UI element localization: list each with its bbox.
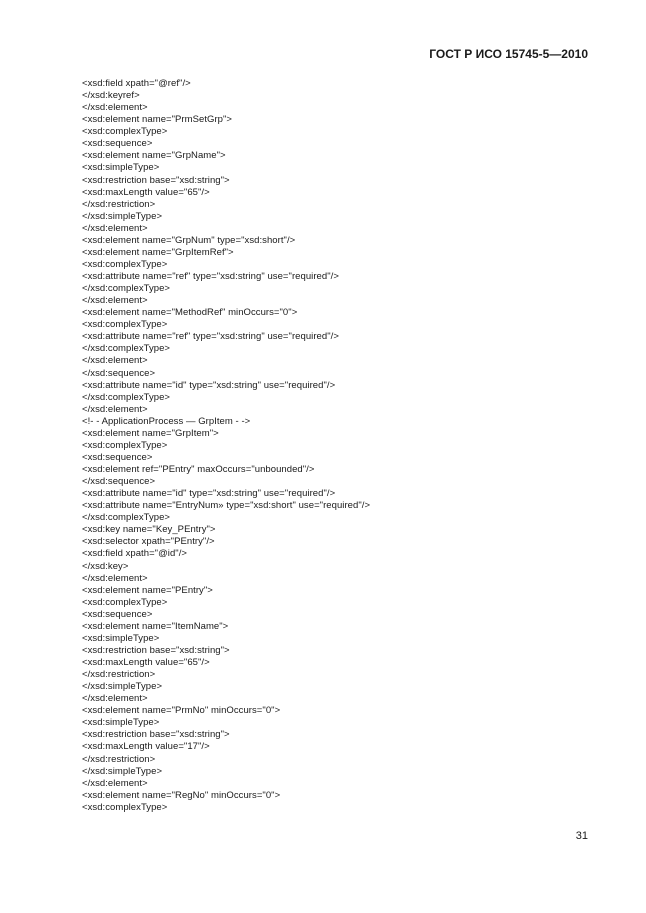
code-line: <xsd:restriction base="xsd:string"> bbox=[82, 644, 230, 656]
code-line: <xsd:simpleType> bbox=[82, 717, 160, 729]
code-line: <xsd:attribute name="id" type="xsd:string" use="required"/> bbox=[82, 379, 336, 391]
code-line: <xsd:field xpath="@id"/> bbox=[82, 548, 187, 560]
code-line: </xsd:complexType> bbox=[82, 343, 171, 355]
code-line: <xsd:key name="Key_PEntry"> bbox=[82, 524, 216, 536]
code-line: </xsd:restriction> bbox=[82, 198, 156, 210]
code-line: <xsd:sequence> bbox=[82, 138, 153, 150]
code-line: </xsd:restriction> bbox=[82, 669, 156, 681]
code-line: <xsd:element name="RegNo" minOccurs="0"> bbox=[82, 789, 281, 801]
code-line: <xsd:complexType> bbox=[82, 801, 168, 813]
code-line: </xsd:element> bbox=[82, 403, 148, 415]
code-line: <xsd:element name="ItemName"> bbox=[82, 620, 229, 632]
code-line: <xsd:selector xpath="PEntry"/> bbox=[82, 536, 215, 548]
code-line: <xsd:complexType> bbox=[82, 439, 168, 451]
code-line: </xsd:complexType> bbox=[82, 512, 171, 524]
code-line: <xsd:element name="GrpItemRef"> bbox=[82, 246, 234, 258]
code-line: <xsd:field xpath="@ref"/> bbox=[82, 78, 191, 89]
code-line: <xsd:maxLength value="17"/> bbox=[82, 741, 210, 753]
xml-schema-listing bbox=[82, 78, 370, 814]
code-line: </xsd:simpleType> bbox=[82, 765, 163, 777]
code-line: </xsd:restriction> bbox=[82, 753, 156, 765]
code-line: <xsd:sequence> bbox=[82, 451, 153, 463]
code-line: <xsd:restriction base="xsd:string"> bbox=[82, 174, 230, 186]
code-line: </xsd:key> bbox=[82, 560, 129, 572]
code-line: <xsd:element name="PEntry"> bbox=[82, 584, 213, 596]
code-line: <xsd:element name="GrpName"> bbox=[82, 150, 226, 162]
code-line: </xsd:complexType> bbox=[82, 391, 171, 403]
code-line: <xsd:element name="PrmNo" minOccurs="0"> bbox=[82, 705, 281, 717]
code-line: <xsd:simpleType> bbox=[82, 632, 160, 644]
code-line: <xsd:maxLength value="65"/> bbox=[82, 186, 210, 198]
code-line: <xsd:restriction base="xsd:string"> bbox=[82, 729, 230, 741]
page-number: 31 bbox=[575, 830, 588, 842]
code-line: </xsd:keyref> bbox=[82, 90, 140, 102]
code-line: <xsd:element name="GrpNum" type="xsd:short"/> bbox=[82, 234, 296, 246]
standard-header: ГОСТ Р ИСО 15745-5—2010 bbox=[429, 47, 588, 61]
code-line: <xsd:element ref="PEntry" maxOccurs="unbounded"/> bbox=[82, 464, 315, 475]
code-line: <xsd:complexType> bbox=[82, 596, 168, 608]
code-line: <xsd:attribute name="id" type="xsd:string" use="required"/> bbox=[82, 488, 336, 500]
code-line: <xsd:attribute name="ref" type="xsd:string" use="required"/> bbox=[82, 331, 339, 343]
code-line: </xsd:element> bbox=[82, 355, 148, 367]
code-line: <xsd:complexType> bbox=[82, 258, 168, 270]
code-line: <xsd:simpleType> bbox=[82, 162, 160, 174]
code-line: </xsd:element> bbox=[82, 222, 148, 234]
code-line: <xsd:element name="PrmSetGrp"> bbox=[82, 114, 233, 126]
code-line: </xsd:simpleType> bbox=[82, 681, 163, 693]
code-line: </xsd:element> bbox=[82, 693, 148, 705]
code-line: </xsd:simpleType> bbox=[82, 210, 163, 222]
code-line: <xsd:complexType> bbox=[82, 319, 168, 331]
code-line: <xsd:element name="GrpItem"> bbox=[82, 427, 219, 439]
code-line: <!- - ApplicationProcess — GrpItem - -> bbox=[82, 415, 251, 427]
code-line: <xsd:attribute name="EntryNum» type="xsd:short" use="required"/> bbox=[82, 500, 371, 512]
code-line: </xsd:element> bbox=[82, 777, 148, 789]
code-line: <xsd:element name="MethodRef" minOccurs="0"> bbox=[82, 307, 298, 319]
code-line: </xsd:sequence> bbox=[82, 367, 156, 379]
code-line: </xsd:sequence> bbox=[82, 476, 156, 488]
code-line: </xsd:element> bbox=[82, 102, 148, 114]
code-line: <xsd:complexType> bbox=[82, 126, 168, 138]
code-line: <xsd:sequence> bbox=[82, 608, 153, 620]
code-line: </xsd:element> bbox=[82, 572, 148, 584]
code-line: </xsd:element> bbox=[82, 295, 148, 307]
code-line: <xsd:attribute name="ref" type="xsd:string" use="required"/> bbox=[82, 271, 339, 282]
code-line: <xsd:maxLength value="65"/> bbox=[82, 657, 210, 668]
code-line: </xsd:complexType> bbox=[82, 283, 171, 295]
